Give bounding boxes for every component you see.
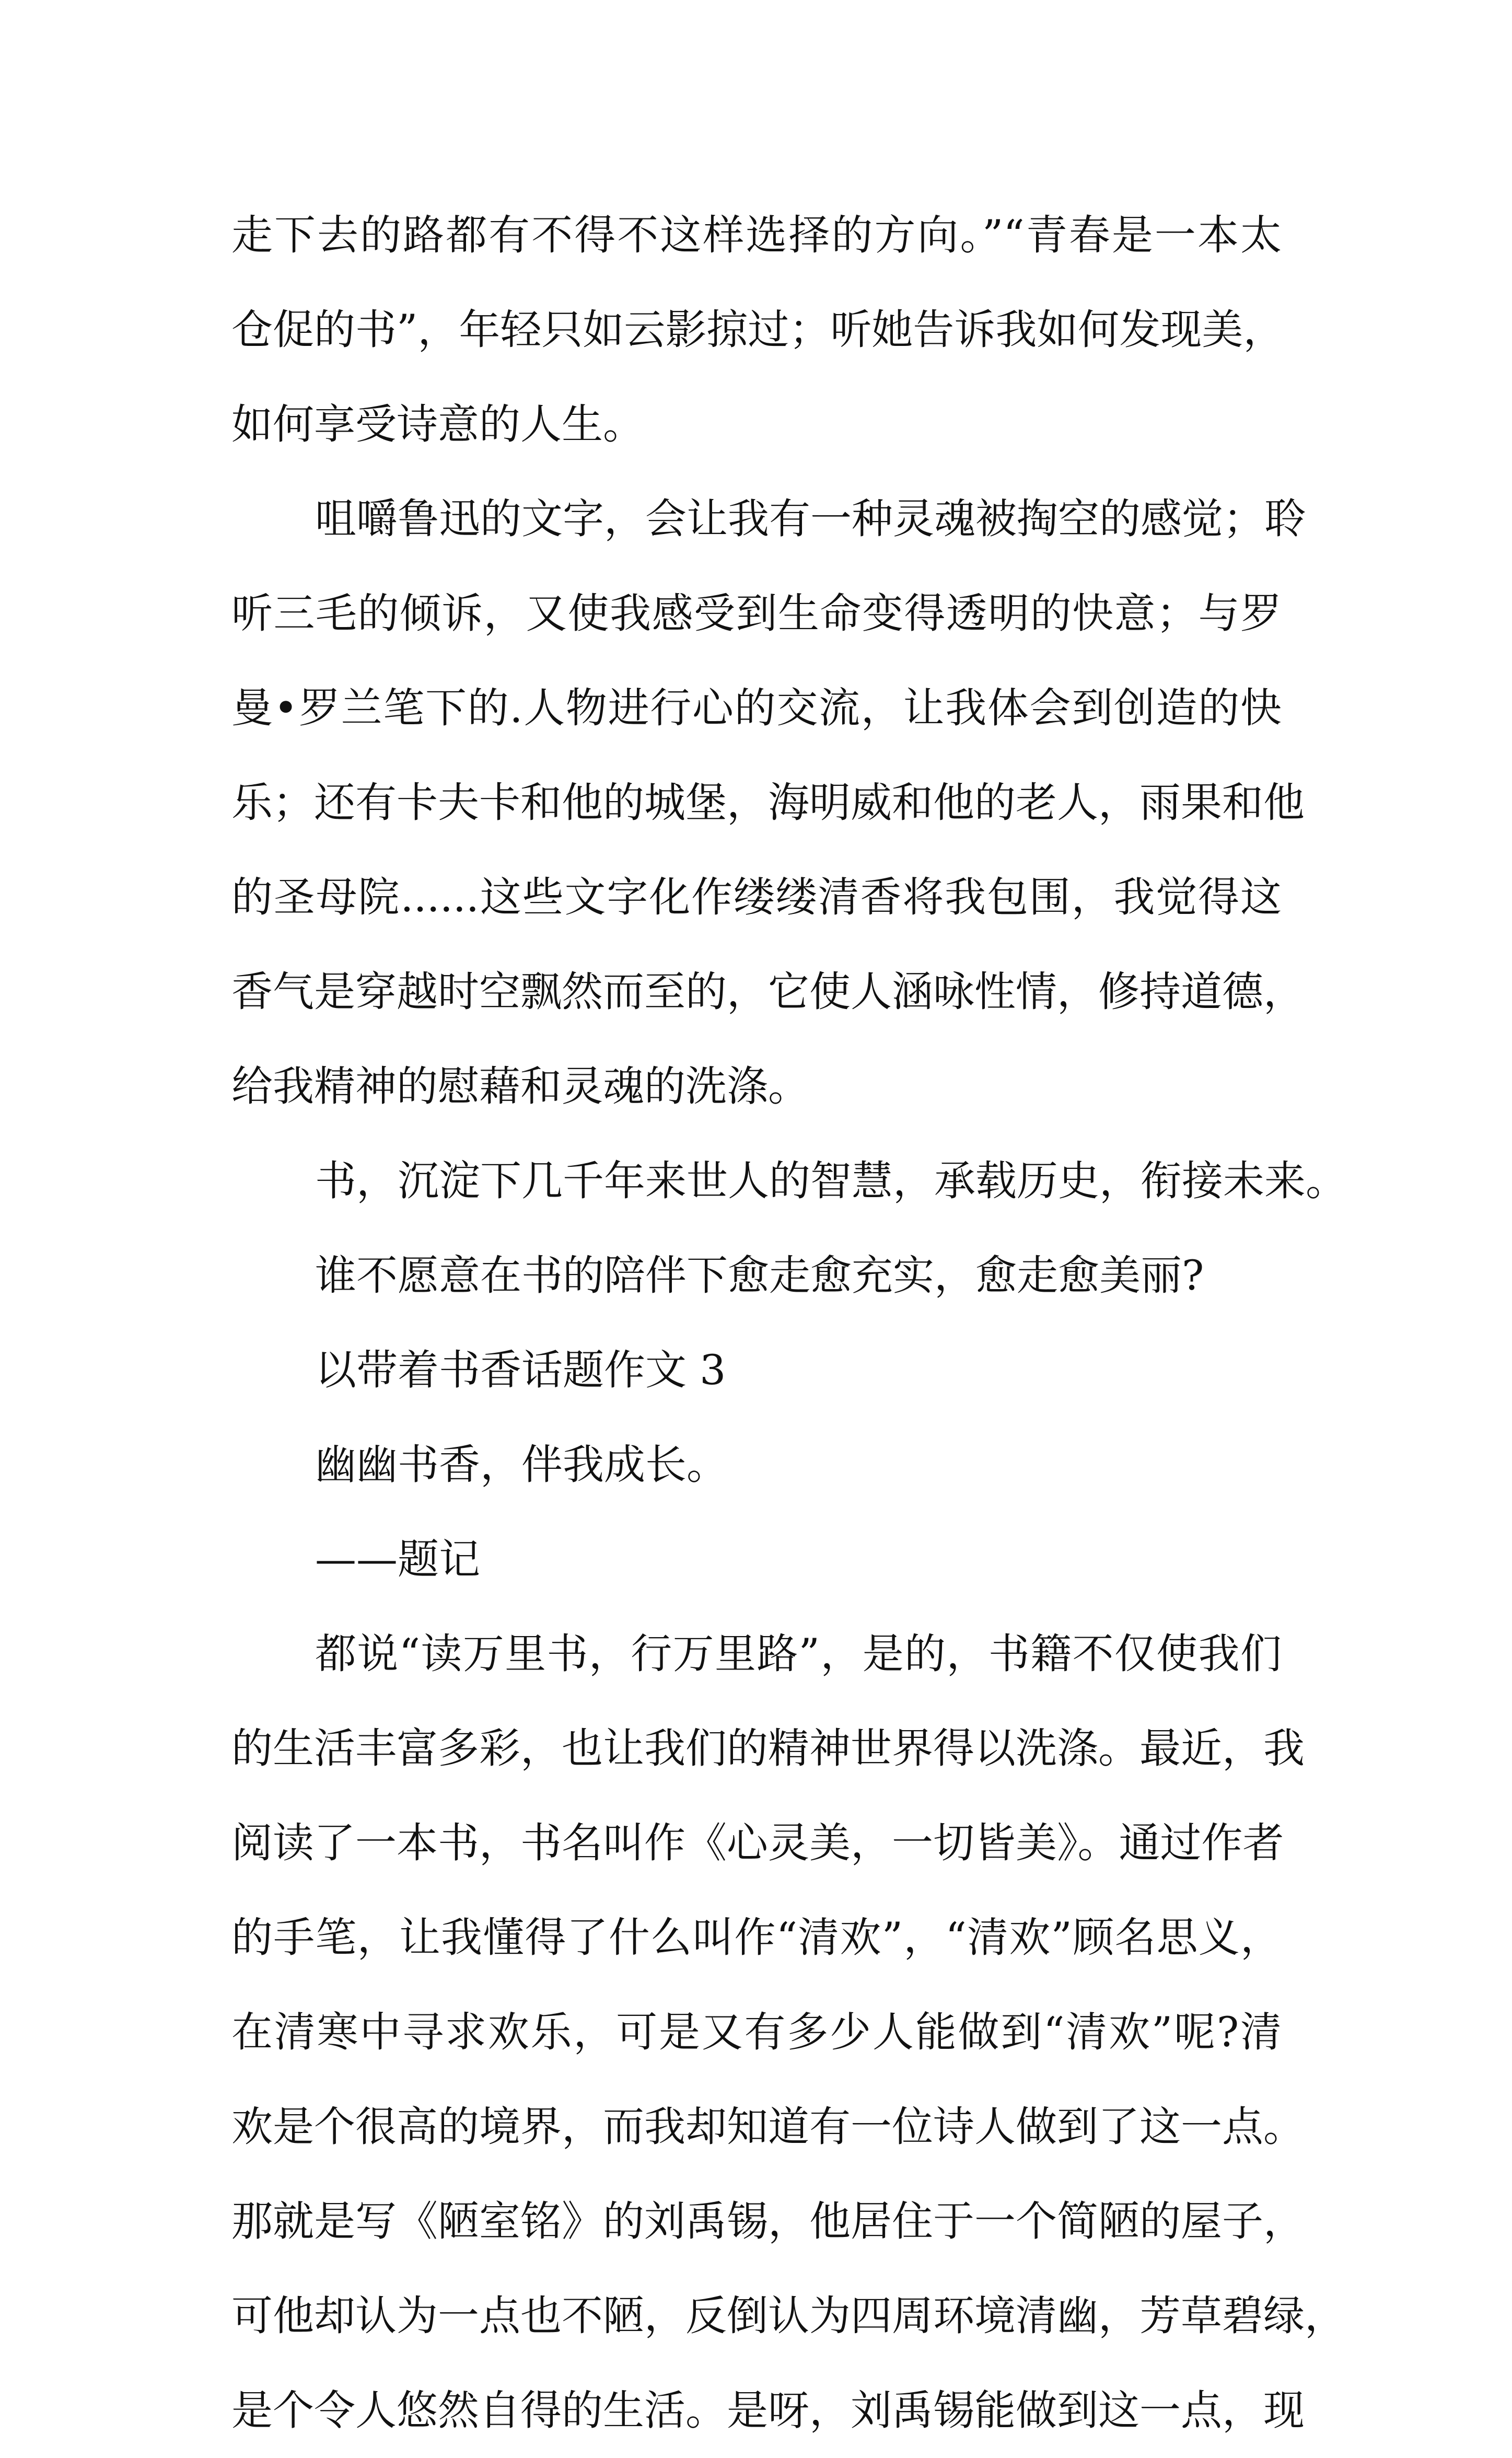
text-line: 乐；还有卡夫卡和他的城堡，海明威和他的老人，雨果和他 <box>231 779 1305 827</box>
text-line: 是个令人悠然自得的生活。是呀，刘禹锡能做到这一点，现 <box>231 2386 1305 2434</box>
section-heading: 以带着书香话题作文 3 <box>315 1346 726 1394</box>
epigraph-attribution: ——题记 <box>315 1535 480 1583</box>
paragraph-first-line: 咀嚼鲁迅的文字，会让我有一种灵魂被掏空的感觉；聆 <box>315 495 1306 543</box>
text-line: 如何享受诗意的人生。 <box>231 400 644 448</box>
text-line: 听三毛的倾诉，又使我感受到生命变得透明的快意；与罗 <box>231 589 1282 637</box>
text-line: 那就是写《陋室铭》的刘禹锡，他居住于一个简陋的屋子， <box>231 2197 1305 2245</box>
paragraph-first-line: 谁不愿意在书的陪伴下愈走愈充实，愈走愈美丽? <box>315 1251 1204 1300</box>
epigraph: 幽幽书香，伴我成长。 <box>315 1441 728 1489</box>
paragraph-first-line: 都说“读万里书，行万里路”，是的，书籍不仅使我们 <box>315 1630 1282 1678</box>
text-line: 阅读了一本书，书名叫作《心灵美，一切皆美》。通过作者 <box>231 1819 1284 1867</box>
text-line: 给我精神的慰藉和灵魂的洗涤。 <box>231 1062 809 1110</box>
text-line: 的手笔，让我懂得了什么叫作“清欢”，“清欢”顾名思义， <box>231 1914 1282 1962</box>
paragraph-first-line: 书，沉淀下几千年来世人的智慧，承载历史，衔接未来。 <box>315 1157 1347 1205</box>
text-line: 的生活丰富多彩，也让我们的精神世界得以洗涤。最近，我 <box>231 1724 1305 1772</box>
document-body <box>231 188 1347 2458</box>
text-line: 的圣母院......这些文字化作缕缕清香将我包围，我觉得这 <box>231 873 1282 921</box>
text-line: 仓促的书”，年轻只如云影掠过；听她告诉我如何发现美， <box>231 306 1285 354</box>
text-line: 可他却认为一点也不陋，反倒认为四周环境清幽，芳草碧绿， <box>231 2292 1346 2340</box>
text-line: 香气是穿越时空飘然而至的，它使人涵咏性情，修持道德， <box>231 968 1305 1016</box>
text-line: 曼•罗兰笔下的.人物进行心的交流，让我体会到创造的快 <box>231 684 1282 732</box>
text-line: 欢是个很高的境界，而我却知道有一位诗人做到了这一点。 <box>231 2103 1305 2151</box>
text-line: 走下去的路都有不得不这样选择的方向。”“青春是一本太 <box>231 211 1282 259</box>
text-line: 在清寒中寻求欢乐，可是又有多少人能做到“清欢”呢?清 <box>231 2008 1282 2056</box>
